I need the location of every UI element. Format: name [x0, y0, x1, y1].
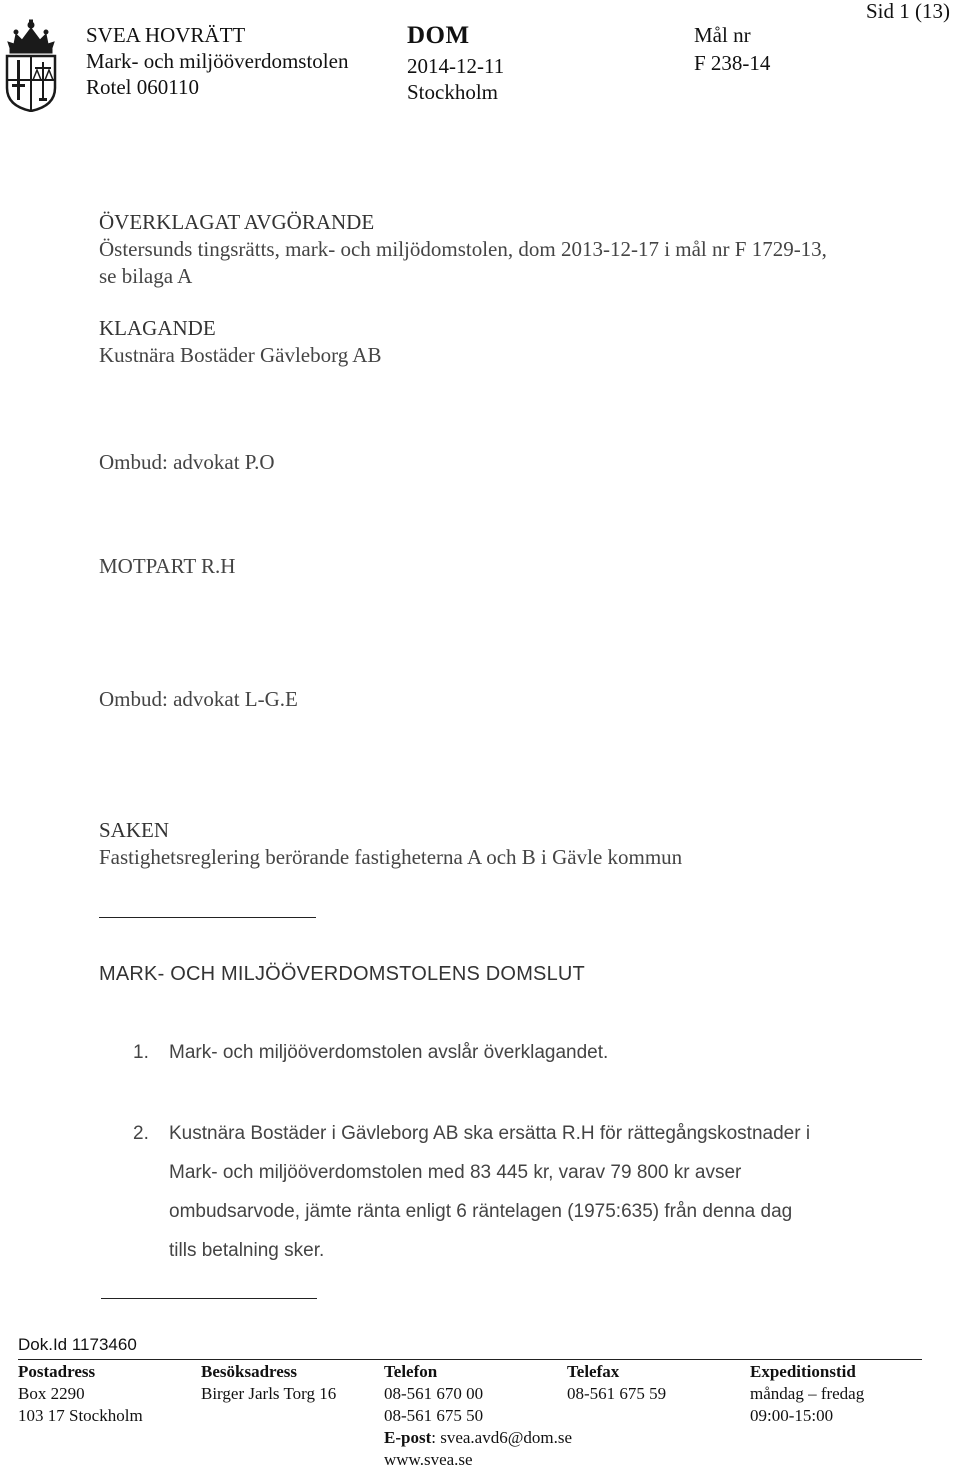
court-division: Mark- och miljööverdomstolen: [86, 49, 349, 73]
court-crest-logo: [2, 18, 60, 112]
fax-line1: 08-561 675 59: [567, 1384, 667, 1403]
rotel-number: Rotel 060110: [86, 75, 199, 99]
phone-line2: 08-561 675 50: [384, 1406, 484, 1425]
document-id: Dok.Id 1173460: [18, 1335, 137, 1354]
case-number: F 238-14: [694, 51, 771, 75]
court-name: SVEA HOVRÄTT: [86, 23, 246, 47]
document-city: Stockholm: [407, 80, 499, 104]
postal-address-line1: Box 2290: [18, 1384, 85, 1403]
postal-address-label: Postadress: [18, 1362, 96, 1381]
appellant-counsel: Ombud: advokat P.O: [99, 450, 275, 474]
email-label: E-post: [384, 1428, 432, 1447]
ruling-item2-line3: ombudsarvode, jämte ränta enligt 6 räntelagen (1975:635) från denna dag: [169, 1201, 793, 1222]
website-link[interactable]: www.svea.se: [384, 1450, 473, 1469]
appealed-decision-line1: Östersunds tingsrätts, mark- och miljödomstolen, dom 2013-12-17 i mål nr F 1729-13,: [99, 237, 827, 261]
ruling-item2-line2: Mark- och miljööverdomstolen med 83 445 kr, varav 79 800 kr avser: [169, 1162, 742, 1183]
matter-text: Fastighetsreglering berörande fastigheterna A och B i Gävle kommun: [99, 845, 683, 869]
appellant-title: KLAGANDE: [99, 316, 216, 340]
matter-title: SAKEN: [99, 818, 170, 842]
visiting-address-line1: Birger Jarls Torg 16: [201, 1384, 337, 1403]
office-hours-days: måndag – fredag: [750, 1384, 865, 1403]
ruling-item2-number: 2.: [133, 1123, 149, 1144]
ruling-item2-line1: Kustnära Bostäder i Gävleborg AB ska ersätta R.H för rättegångskostnader i: [169, 1123, 811, 1144]
appealed-decision-title: ÖVERKLAGAT AVGÖRANDE: [99, 210, 375, 234]
fax-label: Telefax: [567, 1362, 620, 1381]
ruling-title: MARK- OCH MILJÖÖVERDOMSTOLENS DOMSLUT: [99, 963, 585, 985]
separator-rule-top: [99, 917, 316, 918]
page-indicator: Sid 1 (13): [866, 0, 950, 23]
ruling-item1-number: 1.: [133, 1042, 149, 1063]
office-hours-time: 09:00-15:00: [750, 1406, 834, 1425]
separator-rule-bottom: [101, 1298, 317, 1299]
document-date: 2014-12-11: [407, 54, 505, 78]
document-type: DOM: [407, 22, 470, 49]
case-number-label: Mål nr: [694, 23, 751, 47]
appealed-decision-line2: se bilaga A: [99, 264, 193, 288]
ruling-item1-text: Mark- och miljööverdomstolen avslår överklagandet.: [169, 1042, 609, 1063]
counterparty-title: MOTPART: [99, 554, 196, 578]
office-hours-label: Expeditionstid: [750, 1362, 856, 1381]
appellant-name: Kustnära Bostäder Gävleborg AB: [99, 343, 382, 367]
phone-line1: 08-561 670 00: [384, 1384, 484, 1403]
footer-rule: [18, 1359, 922, 1360]
visiting-address-label: Besöksadress: [201, 1362, 298, 1381]
counterparty-line: [99, 554, 235, 579]
counterparty-counsel: Ombud: advokat L-G.E: [99, 687, 298, 711]
email-address[interactable]: : svea.avd6@dom.se: [431, 1428, 572, 1447]
phone-label: Telefon: [384, 1362, 438, 1381]
counterparty-name: R.H: [201, 554, 236, 578]
ruling-item2-line4: tills betalning sker.: [169, 1240, 325, 1261]
postal-address-line2: 103 17 Stockholm: [18, 1406, 143, 1425]
email-line: [384, 1428, 572, 1448]
